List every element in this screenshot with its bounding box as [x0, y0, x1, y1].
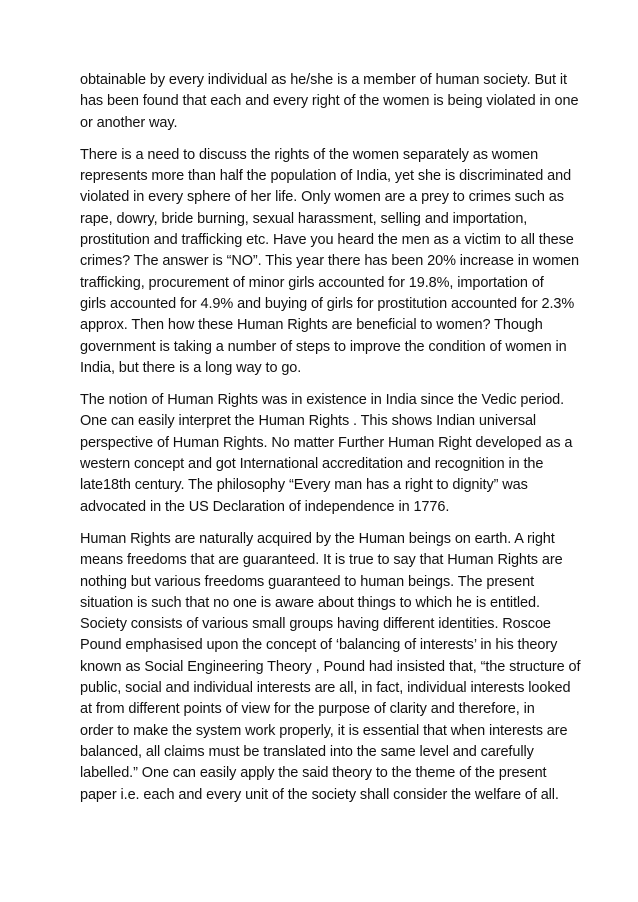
- text-line: labelled.” One can easily apply the said theory to the theme of the present: [80, 765, 547, 782]
- text-line: trafficking, procurement of minor girls accounted for 19.8%, importation of: [80, 274, 544, 291]
- text-line: violated in every sphere of her life. Only women are a prey to crimes such as: [80, 189, 564, 206]
- text-line: rape, dowry, bride burning, sexual harassment, selling and importation,: [80, 210, 528, 227]
- text-line: nothing but various freedoms guaranteed to human beings. The present: [80, 573, 535, 590]
- text-line: crimes? The answer is “NO”. This year there has been 20% increase in women: [80, 253, 579, 270]
- text-line: western concept and got International accreditation and recognition in the: [80, 456, 544, 473]
- text-line: The notion of Human Rights was in existence in India since the Vedic period.: [80, 392, 565, 409]
- paragraph-2: [80, 145, 579, 379]
- text-line: prostitution and trafficking etc. Have you heard the men as a victim to all these: [80, 232, 574, 249]
- text-line: There is a need to discuss the rights of the women separately as women: [80, 146, 539, 163]
- text-line: has been found that each and every right of the women is being violated in one: [80, 93, 579, 110]
- text-line: government is taking a number of steps to improve the condition of women in: [80, 338, 567, 355]
- text-line: order to make the system work properly, it is essential that when interests are: [80, 722, 568, 739]
- text-line: India, but there is a long way to go.: [80, 359, 302, 376]
- text-line: represents more than half the population of India, yet she is discriminated and: [80, 168, 572, 185]
- text-line: known as Social Engineering Theory , Pound had insisted that, “the structure of: [80, 658, 581, 675]
- text-line: perspective of Human Rights. No matter Further Human Right developed as a: [80, 434, 573, 451]
- text-line: means freedoms that are guaranteed. It is true to say that Human Rights are: [80, 552, 563, 569]
- text-line: at from different points of view for the purpose of clarity and therefore, in: [80, 701, 535, 718]
- text-line: or another way.: [80, 114, 178, 131]
- document-page: [80, 70, 581, 817]
- text-line: advocated in the US Declaration of independence in 1776.: [80, 498, 450, 515]
- text-line: late18th century. The philosophy “Every man has a right to dignity” was: [80, 477, 528, 494]
- paragraph-3: [80, 390, 573, 518]
- text-line: obtainable by every individual as he/she is a member of human society. But it: [80, 72, 567, 88]
- text-line: Pound emphasised upon the concept of ‘balancing of interests’ in his theory: [80, 637, 558, 654]
- text-line: girls accounted for 4.9% and buying of girls for prostitution accounted for 2.3%: [80, 295, 575, 312]
- text-line: situation is such that no one is aware about things to which he is entitled.: [80, 594, 540, 611]
- text-line: Society consists of various small groups having different identities. Roscoe: [80, 616, 551, 633]
- paragraph-1: [80, 70, 579, 134]
- text-line: Human Rights are naturally acquired by the Human beings on earth. A right: [80, 530, 555, 547]
- text-line: balanced, all claims must be translated into the same level and carefully: [80, 743, 534, 760]
- text-line: paper i.e. each and every unit of the society shall consider the welfare of all.: [80, 786, 559, 803]
- paragraph-4: [80, 529, 581, 806]
- text-line: public, social and individual interests are all, in fact, individual interests looked: [80, 680, 571, 697]
- text-line: One can easily interpret the Human Rights . This shows Indian universal: [80, 413, 537, 430]
- text-line: approx. Then how these Human Rights are beneficial to women? Though: [80, 317, 543, 334]
